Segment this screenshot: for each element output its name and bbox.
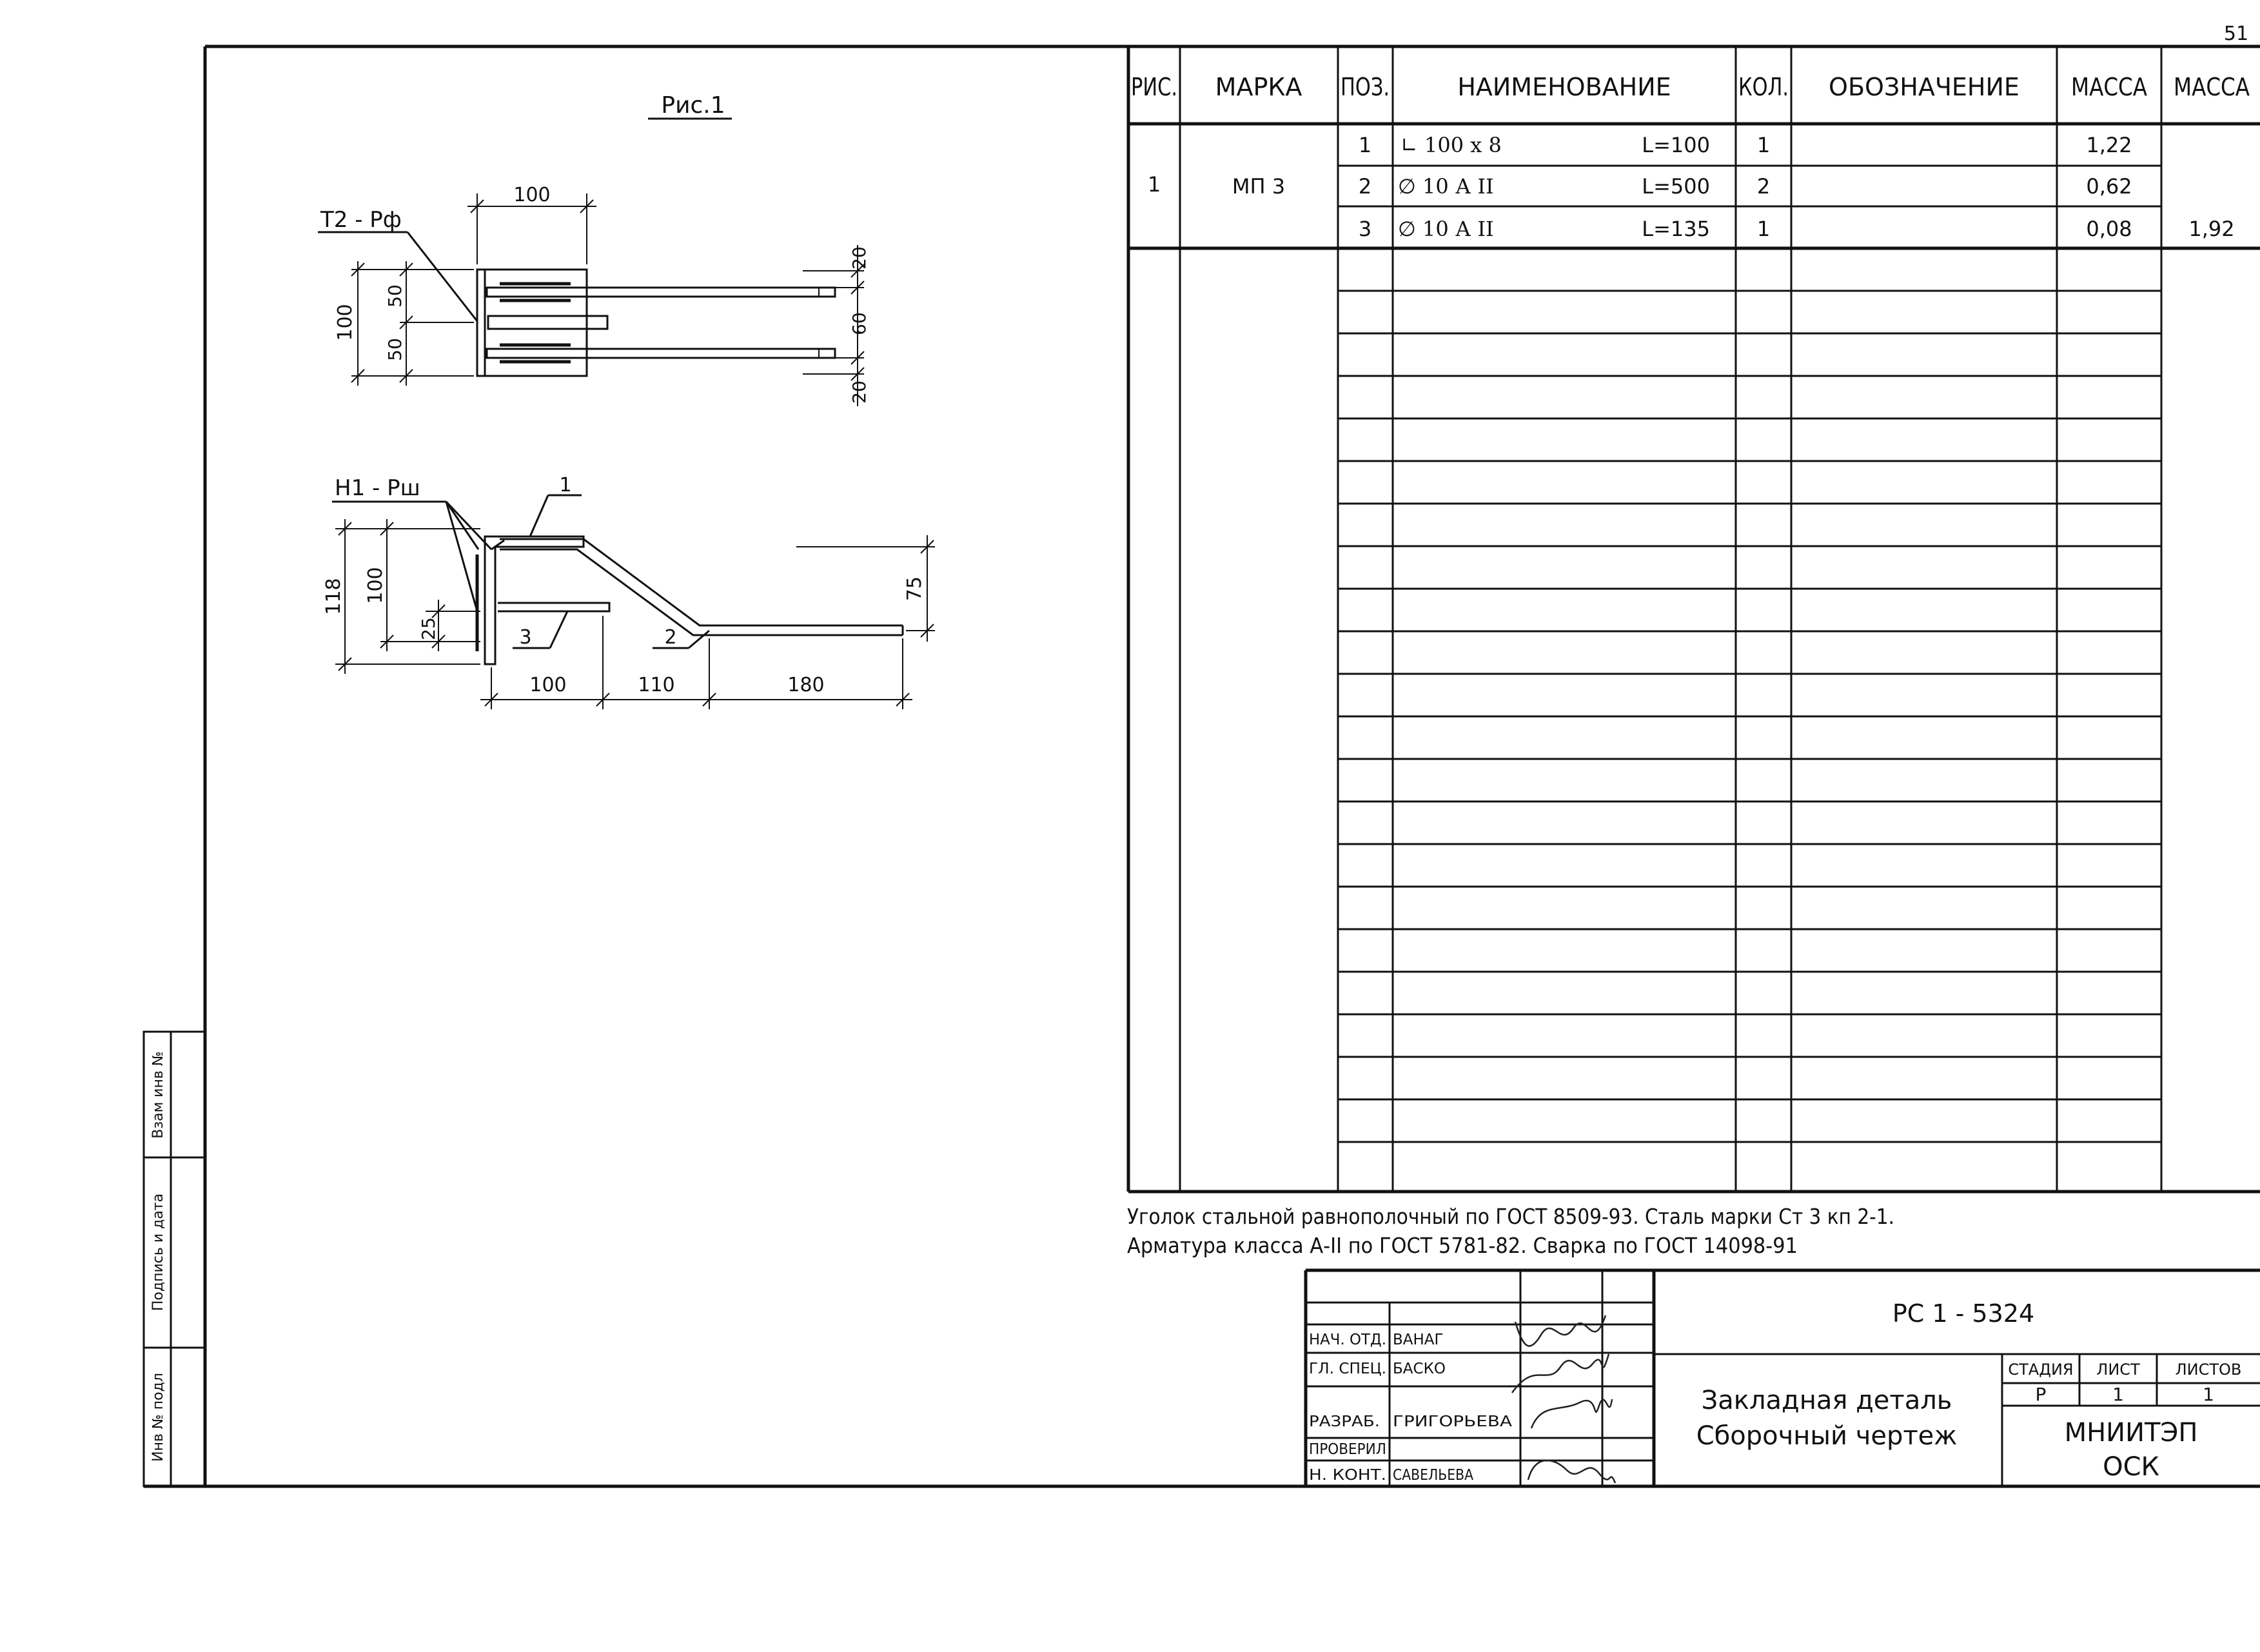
table-header [1131, 73, 2250, 101]
dim-angle-height: 100 [364, 567, 387, 604]
doc-code: РС 1 - 5324 [1892, 1299, 2035, 1328]
role-norm-control: Н. КОНТ. [1309, 1467, 1386, 1484]
header-qty: КОЛ. [1738, 73, 1789, 101]
page-number: 51 [2223, 23, 2249, 45]
table-row [1359, 133, 2132, 157]
dim-len-2: 110 [638, 674, 675, 696]
header-fig: РИС. [1131, 73, 1177, 101]
sheet-label: ЛИСТ [2096, 1361, 2140, 1379]
dim-top-half-1: 50 [384, 284, 406, 308]
dim-edge-top: 20 [849, 246, 870, 270]
svg-text:3: 3 [1358, 217, 1372, 241]
callout-3: 3 [519, 626, 532, 649]
dim-total-height: 118 [322, 578, 345, 615]
dim-len-1: 100 [529, 674, 567, 696]
role-developer: РАЗРАБ. [1309, 1413, 1380, 1430]
dim-low-height: 25 [418, 617, 439, 640]
header-mass: МАССА [2071, 73, 2148, 101]
sheets-value: 1 [2203, 1384, 2214, 1405]
row-mass: 0,08 [2086, 217, 2132, 241]
row-name: ∅ 10 А II [1398, 217, 1494, 241]
cell-mark: МП 3 [1232, 174, 1286, 199]
header-designation: ОБОЗНАЧЕНИЕ [1829, 73, 2019, 101]
dim-rise: 75 [903, 576, 926, 602]
side-view [322, 474, 935, 709]
row-name: ∟ 100 x 8 [1400, 133, 1502, 157]
table-row [1359, 174, 2132, 199]
empty-rows [1338, 291, 2161, 1142]
callout-1: 1 [559, 474, 572, 497]
cell-mass-total: 1,92 [2188, 217, 2235, 241]
stamp-inv-original: Инв № подл [150, 1373, 166, 1462]
role-checker: ПРОВЕРИЛ [1309, 1441, 1386, 1458]
stage-value: Р [2035, 1384, 2047, 1405]
name-developer: ГРИГОРЬЕВА [1393, 1413, 1513, 1430]
top-weld-label: Т2 - Рф [320, 207, 402, 233]
title-block [1306, 1270, 2260, 1486]
figure-1 [318, 92, 935, 709]
row-length: L=135 [1642, 217, 1710, 241]
stamp-signature-date: Подпись и дата [150, 1193, 166, 1312]
row-length: L=500 [1642, 174, 1710, 199]
doc-title-line-2: Сборочный чертеж [1696, 1421, 1958, 1451]
name-head-dept: ВАНАГ [1393, 1332, 1444, 1348]
header-pos: ПОЗ. [1341, 73, 1390, 101]
signatures [1512, 1315, 1615, 1483]
dim-edge-bottom: 20 [849, 380, 870, 404]
notes [1127, 1204, 1894, 1258]
row-mass: 1,22 [2086, 133, 2132, 157]
row-mass: 0,62 [2086, 174, 2132, 199]
dim-top-half-2: 50 [384, 338, 406, 361]
row-length: L=100 [1642, 133, 1710, 157]
figure-title: Рис.1 [661, 92, 725, 119]
stamp-replace-inv: Взам инв № [150, 1051, 166, 1139]
row-qty: 2 [1756, 174, 1771, 199]
svg-text:1: 1 [1358, 133, 1372, 157]
header-mass-total: МАССА [2174, 73, 2250, 101]
doc-title-line-1: Закладная деталь [1701, 1386, 1952, 1415]
dim-top-height: 100 [334, 304, 357, 341]
role-chief-spec: ГЛ. СПЕЦ. [1309, 1361, 1386, 1377]
row-qty: 1 [1756, 133, 1771, 157]
org-line-2: ОСК [2103, 1452, 2159, 1482]
org-line-1: МНИИТЭП [2064, 1418, 2198, 1448]
name-chief-spec: БАСКО [1393, 1361, 1446, 1377]
side-weld-label: Н1 - Рш [335, 475, 420, 501]
note-line-2: Арматура класса А-II по ГОСТ 5781-82. Сварка по ГОСТ 14098-91 [1127, 1233, 1798, 1258]
side-stamp [144, 1032, 205, 1486]
callout-2: 2 [664, 626, 677, 649]
header-name: НАИМЕНОВАНИЕ [1457, 73, 1671, 101]
svg-text:2: 2 [1358, 174, 1372, 199]
role-head-dept: НАЧ. ОТД. [1309, 1332, 1386, 1348]
cell-fig: 1 [1147, 172, 1161, 197]
header-mark: МАРКА [1215, 73, 1302, 101]
name-norm-control: САВЕЛЬЕВА [1393, 1467, 1474, 1484]
dim-spacing: 60 [849, 312, 870, 335]
row-name: ∅ 10 А II [1398, 174, 1494, 199]
row-qty: 1 [1756, 217, 1771, 241]
spec-table [1128, 46, 2260, 1192]
sheet-value: 1 [2112, 1384, 2124, 1405]
dim-top-width: 100 [513, 184, 551, 206]
table-row [1359, 217, 2132, 241]
note-line-1: Уголок стальной равнополочный по ГОСТ 8509-93. Сталь марки Ст 3 кп 2-1. [1127, 1204, 1894, 1229]
top-view [318, 184, 870, 406]
sheets-label: ЛИСТОВ [2175, 1361, 2242, 1379]
dim-len-3: 180 [787, 674, 825, 696]
stage-label: СТАДИЯ [2008, 1361, 2074, 1379]
